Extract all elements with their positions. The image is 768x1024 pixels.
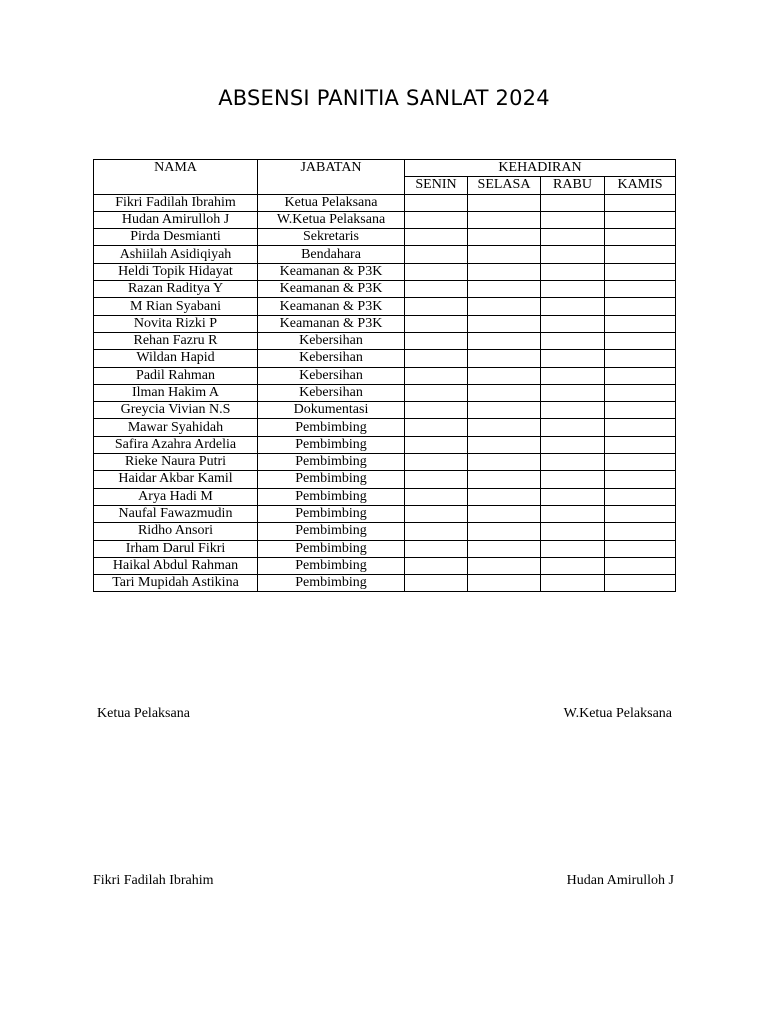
cell-nama: Hudan Amirulloh J [94, 211, 258, 228]
table-row [94, 211, 676, 228]
cell-attendance-selasa [468, 194, 541, 211]
cell-attendance-rabu [541, 350, 605, 367]
table-row [94, 523, 676, 540]
cell-attendance-selasa [468, 436, 541, 453]
cell-jabatan: W.Ketua Pelaksana [258, 211, 405, 228]
cell-jabatan: Keamanan & P3K [258, 263, 405, 280]
table-row [94, 332, 676, 349]
header-kehadiran: KEHADIRAN [405, 160, 676, 177]
cell-attendance-rabu [541, 315, 605, 332]
cell-attendance-kamis [605, 505, 676, 522]
cell-attendance-senin [405, 488, 468, 505]
cell-attendance-rabu [541, 557, 605, 574]
cell-nama: Mawar Syahidah [94, 419, 258, 436]
cell-attendance-senin [405, 229, 468, 246]
cell-attendance-selasa [468, 419, 541, 436]
cell-attendance-kamis [605, 315, 676, 332]
cell-nama: Ashiilah Asidiqiyah [94, 246, 258, 263]
cell-attendance-kamis [605, 367, 676, 384]
cell-attendance-senin [405, 263, 468, 280]
cell-jabatan: Kebersihan [258, 367, 405, 384]
cell-attendance-senin [405, 315, 468, 332]
cell-attendance-kamis [605, 575, 676, 592]
cell-attendance-selasa [468, 229, 541, 246]
cell-attendance-kamis [605, 281, 676, 298]
cell-attendance-kamis [605, 488, 676, 505]
cell-attendance-kamis [605, 471, 676, 488]
header-jabatan: JABATAN [258, 160, 405, 195]
header-day-selasa: SELASA [468, 177, 541, 194]
cell-jabatan: Sekretaris [258, 229, 405, 246]
cell-attendance-selasa [468, 402, 541, 419]
table-row [94, 384, 676, 401]
cell-jabatan: Kebersihan [258, 332, 405, 349]
cell-attendance-senin [405, 350, 468, 367]
cell-attendance-senin [405, 194, 468, 211]
cell-attendance-rabu [541, 523, 605, 540]
cell-attendance-senin [405, 540, 468, 557]
cell-jabatan: Kebersihan [258, 384, 405, 401]
cell-attendance-rabu [541, 488, 605, 505]
cell-attendance-kamis [605, 194, 676, 211]
table-row [94, 246, 676, 263]
cell-attendance-rabu [541, 436, 605, 453]
table-row [94, 315, 676, 332]
cell-nama: Fikri Fadilah Ibrahim [94, 194, 258, 211]
cell-attendance-senin [405, 505, 468, 522]
cell-jabatan: Dokumentasi [258, 402, 405, 419]
cell-nama: Rehan Fazru R [94, 332, 258, 349]
cell-jabatan: Keamanan & P3K [258, 315, 405, 332]
cell-attendance-senin [405, 471, 468, 488]
header-day-senin: SENIN [405, 177, 468, 194]
cell-attendance-kamis [605, 211, 676, 228]
signature-right-role: W.Ketua Pelaksana [563, 706, 672, 721]
cell-attendance-kamis [605, 298, 676, 315]
header-day-kamis: KAMIS [605, 177, 676, 194]
cell-attendance-selasa [468, 471, 541, 488]
cell-nama: Tari Mupidah Astikina [94, 575, 258, 592]
cell-jabatan: Keamanan & P3K [258, 281, 405, 298]
cell-attendance-rabu [541, 332, 605, 349]
table-row [94, 575, 676, 592]
cell-jabatan: Pembimbing [258, 471, 405, 488]
cell-attendance-rabu [541, 211, 605, 228]
document-title: ABSENSI PANITIA SANLAT 2024 [218, 86, 550, 110]
cell-nama: Irham Darul Fikri [94, 540, 258, 557]
cell-attendance-selasa [468, 281, 541, 298]
cell-jabatan: Pembimbing [258, 436, 405, 453]
table-row [94, 454, 676, 471]
cell-attendance-kamis [605, 454, 676, 471]
cell-attendance-rabu [541, 246, 605, 263]
cell-nama: Pirda Desmianti [94, 229, 258, 246]
table-row [94, 419, 676, 436]
cell-nama: Naufal Fawazmudin [94, 505, 258, 522]
cell-attendance-senin [405, 454, 468, 471]
cell-attendance-rabu [541, 540, 605, 557]
cell-attendance-kamis [605, 540, 676, 557]
table-row [94, 367, 676, 384]
table-row [94, 229, 676, 246]
cell-attendance-selasa [468, 454, 541, 471]
cell-attendance-rabu [541, 229, 605, 246]
cell-attendance-rabu [541, 384, 605, 401]
cell-attendance-senin [405, 402, 468, 419]
table-row [94, 194, 676, 211]
attendance-table [93, 159, 676, 592]
cell-jabatan: Pembimbing [258, 488, 405, 505]
cell-attendance-rabu [541, 263, 605, 280]
cell-attendance-senin [405, 557, 468, 574]
cell-attendance-kamis [605, 436, 676, 453]
cell-nama: Wildan Hapid [94, 350, 258, 367]
signature-left-role: Ketua Pelaksana [97, 706, 190, 721]
cell-nama: Arya Hadi M [94, 488, 258, 505]
cell-attendance-kamis [605, 557, 676, 574]
table-row [94, 350, 676, 367]
cell-attendance-kamis [605, 384, 676, 401]
cell-attendance-kamis [605, 523, 676, 540]
cell-nama: Ridho Ansori [94, 523, 258, 540]
cell-attendance-senin [405, 298, 468, 315]
table-row [94, 471, 676, 488]
header-nama: NAMA [94, 160, 258, 195]
table-row [94, 488, 676, 505]
cell-attendance-selasa [468, 263, 541, 280]
cell-attendance-selasa [468, 211, 541, 228]
cell-attendance-selasa [468, 505, 541, 522]
cell-attendance-selasa [468, 350, 541, 367]
cell-jabatan: Pembimbing [258, 557, 405, 574]
cell-attendance-senin [405, 332, 468, 349]
table-row [94, 402, 676, 419]
cell-attendance-kamis [605, 332, 676, 349]
signature-left-name: Fikri Fadilah Ibrahim [93, 873, 214, 888]
cell-attendance-senin [405, 384, 468, 401]
table-row [94, 540, 676, 557]
cell-nama: Haidar Akbar Kamil [94, 471, 258, 488]
cell-attendance-selasa [468, 575, 541, 592]
cell-jabatan: Pembimbing [258, 454, 405, 471]
cell-attendance-selasa [468, 557, 541, 574]
cell-attendance-kamis [605, 246, 676, 263]
header-day-rabu: RABU [541, 177, 605, 194]
cell-attendance-senin [405, 367, 468, 384]
cell-attendance-senin [405, 575, 468, 592]
cell-attendance-rabu [541, 471, 605, 488]
cell-nama: M Rian Syabani [94, 298, 258, 315]
cell-jabatan: Pembimbing [258, 523, 405, 540]
cell-attendance-rabu [541, 505, 605, 522]
cell-attendance-rabu [541, 575, 605, 592]
cell-attendance-selasa [468, 332, 541, 349]
cell-nama: Novita Rizki P [94, 315, 258, 332]
cell-attendance-selasa [468, 315, 541, 332]
signature-right-name: Hudan Amirulloh J [566, 873, 674, 888]
table-row [94, 557, 676, 574]
cell-attendance-kamis [605, 350, 676, 367]
cell-attendance-selasa [468, 488, 541, 505]
cell-nama: Razan Raditya Y [94, 281, 258, 298]
cell-attendance-selasa [468, 523, 541, 540]
cell-attendance-senin [405, 211, 468, 228]
cell-jabatan: Keamanan & P3K [258, 298, 405, 315]
cell-attendance-rabu [541, 419, 605, 436]
cell-attendance-rabu [541, 402, 605, 419]
cell-jabatan: Pembimbing [258, 575, 405, 592]
cell-attendance-rabu [541, 298, 605, 315]
cell-jabatan: Bendahara [258, 246, 405, 263]
cell-attendance-senin [405, 281, 468, 298]
cell-attendance-rabu [541, 367, 605, 384]
cell-attendance-selasa [468, 298, 541, 315]
table-header [94, 160, 676, 195]
cell-attendance-rabu [541, 454, 605, 471]
cell-attendance-selasa [468, 367, 541, 384]
cell-attendance-rabu [541, 281, 605, 298]
cell-nama: Greycia Vivian N.S [94, 402, 258, 419]
cell-attendance-selasa [468, 384, 541, 401]
cell-jabatan: Pembimbing [258, 540, 405, 557]
cell-nama: Safira Azahra Ardelia [94, 436, 258, 453]
table-body [94, 194, 676, 592]
table-row [94, 298, 676, 315]
table-row [94, 281, 676, 298]
cell-attendance-kamis [605, 229, 676, 246]
table-row [94, 436, 676, 453]
cell-attendance-senin [405, 436, 468, 453]
table-row [94, 505, 676, 522]
cell-attendance-senin [405, 419, 468, 436]
cell-nama: Padil Rahman [94, 367, 258, 384]
cell-attendance-kamis [605, 419, 676, 436]
table-row [94, 263, 676, 280]
cell-jabatan: Pembimbing [258, 505, 405, 522]
cell-jabatan: Pembimbing [258, 419, 405, 436]
cell-jabatan: Kebersihan [258, 350, 405, 367]
cell-jabatan: Ketua Pelaksana [258, 194, 405, 211]
cell-attendance-kamis [605, 263, 676, 280]
cell-attendance-selasa [468, 540, 541, 557]
cell-attendance-senin [405, 523, 468, 540]
cell-attendance-senin [405, 246, 468, 263]
cell-nama: Heldi Topik Hidayat [94, 263, 258, 280]
cell-nama: Ilman Hakim A [94, 384, 258, 401]
cell-nama: Rieke Naura Putri [94, 454, 258, 471]
cell-attendance-selasa [468, 246, 541, 263]
cell-nama: Haikal Abdul Rahman [94, 557, 258, 574]
cell-attendance-rabu [541, 194, 605, 211]
cell-attendance-kamis [605, 402, 676, 419]
